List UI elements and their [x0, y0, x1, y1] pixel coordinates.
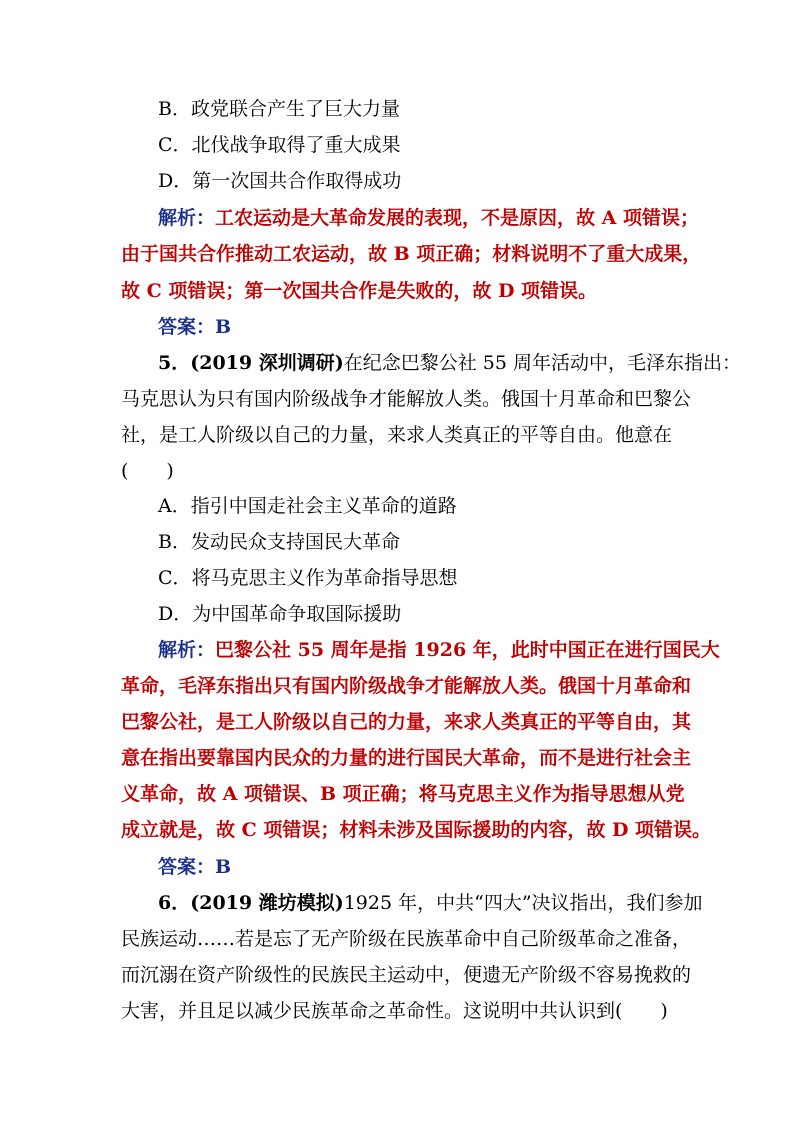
q4-analysis-text-1: 工农运动是大革命发展的表现，不是原因，故 A 项错误；: [215, 207, 699, 229]
q6-stem-line-2: 民族运动……若是忘了无产阶级在民族革命中自己阶级革命之准备，: [121, 928, 692, 950]
q4-option-c: C．北伐战争取得了重大成果: [158, 134, 401, 156]
q5-option-a: A．指引中国走社会主义革命的道路: [158, 495, 457, 517]
q6-source: (2019 潍坊模拟): [190, 892, 344, 914]
q6-number: 6．: [158, 892, 191, 914]
q5-source: (2019 深圳调研): [190, 352, 344, 374]
q5-stem-line-3: 社，是工人阶级以自己的力量，来求人类真正的平等自由。他意在: [121, 424, 673, 446]
q5-answer-label: 答案：: [158, 856, 216, 878]
q5-option-c: C．将马克思主义作为革命指导思想: [158, 567, 458, 589]
q4-analysis-line-1: [158, 206, 699, 230]
q5-analysis-line-2: 革命，毛泽东指出只有国内阶级战争才能解放人类。俄国十月革命和: [121, 675, 692, 697]
q4-answer-label: 答案：: [158, 316, 216, 338]
q4-analysis-line-3: 故 C 项错误；第一次国共合作是失败的，故 D 项错误。: [121, 280, 598, 302]
q5-analysis-line-1: [158, 638, 720, 662]
q5-answer-blank: ( ): [121, 460, 174, 482]
q5-answer-value: B: [215, 856, 232, 878]
q5-stem-line-1: [158, 351, 741, 375]
q5-number: 5．: [158, 352, 191, 374]
q5-analysis-line-3: 巴黎公社，是工人阶级以自己的力量，来求人类真正的平等自由，其: [121, 711, 692, 733]
q5-analysis-label: 解析：: [158, 639, 216, 661]
q5-stem-line-2: 马克思认为只有国内阶级战争才能解放人类。俄国十月革命和巴黎公: [121, 388, 692, 410]
q5-stem-text-1: 在纪念巴黎公社 55 周年活动中，毛泽东指出：: [343, 352, 741, 374]
q5-analysis-line-6: 成立就是，故 C 项错误；材料未涉及国际援助的内容，故 D 项错误。: [121, 819, 712, 841]
q5-option-d: D．为中国革命争取国际援助: [158, 603, 402, 625]
q6-stem-text-1: 1925 年，中共“四大”决议指出，我们参加: [343, 892, 703, 914]
q4-analysis-label: 解析：: [158, 207, 216, 229]
q4-answer-value: B: [215, 316, 232, 338]
q6-stem-line-3: 而沉溺在资产阶级性的民族民主运动中，便遗无产阶级不容易挽救的: [121, 964, 692, 986]
q6-stem-line-4: 大害，并且足以减少民族革命之革命性。这说明中共认识到( ): [121, 1000, 668, 1022]
q5-analysis-line-4: 意在指出要靠国内民众的力量的进行国民大革命，而不是进行社会主: [121, 747, 692, 769]
q5-answer: [158, 855, 231, 879]
q4-answer: [158, 315, 231, 339]
q5-option-b: B．发动民众支持国民大革命: [158, 531, 400, 553]
q4-analysis-line-2: 由于国共合作推动工农运动，故 B 项正确；材料说明不了重大成果，: [121, 243, 702, 265]
q5-analysis-line-5: 义革命，故 A 项错误、B 项正确；将马克思主义作为指导思想从党: [121, 783, 685, 805]
q6-stem-line-1: [158, 891, 703, 915]
q5-analysis-text-1: 巴黎公社 55 周年是指 1926 年，此时中国正在进行国民大: [215, 639, 720, 661]
q4-option-b: B．政党联合产生了巨大力量: [158, 98, 400, 120]
q4-option-d: D．第一次国共合作取得成功: [158, 170, 402, 192]
